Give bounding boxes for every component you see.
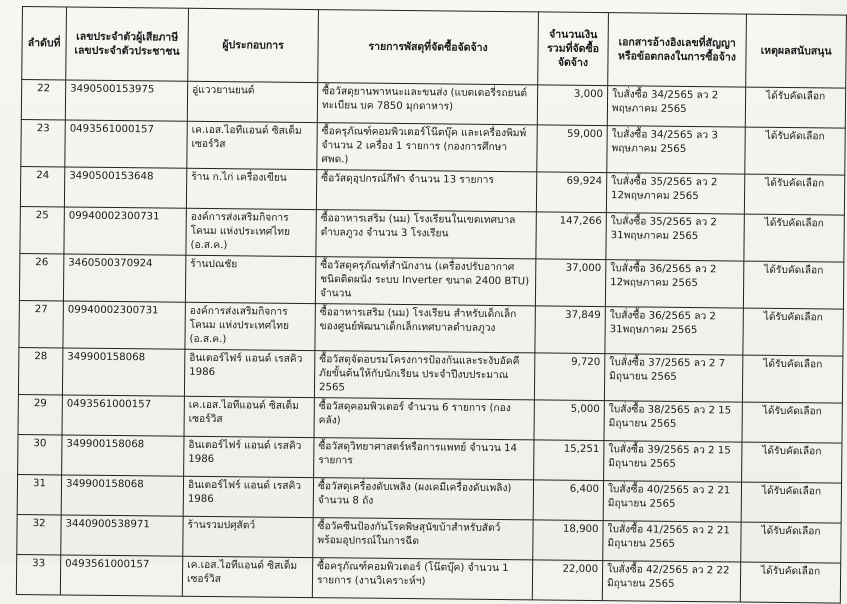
cell-taxid: 09940002300731 [64, 207, 186, 255]
cell-amount: 37,849 [535, 306, 605, 354]
cell-ref: ใบสั่งซื้อ 38/2565 ลว 2 15 มิถุนายน 2565 [604, 401, 742, 442]
cell-seq: 27 [19, 300, 63, 347]
cell-ref: ใบสั่งซื้อ 42/2565 ลว 2 22 มิถุนายน 2565 [602, 561, 740, 602]
cell-amount: 18,900 [533, 520, 603, 561]
cell-taxid: 09940002300731 [63, 301, 185, 349]
cell-taxid: 0493561000157 [62, 395, 184, 436]
cell-seq: 23 [21, 119, 65, 166]
cell-reason: ได้รับคัดเลือก [742, 402, 842, 443]
cell-amount: 15,251 [534, 440, 604, 481]
cell-ref: ใบสั่งซื้อ 35/2565 ลว 2 12พฤษภาคม 2565 [606, 173, 744, 214]
cell-item: ซื้ออาหารเสริม (นม) โรงเรียนในเขตเทศบาล ตำบลภูวง จำนวน 3 โรงเรียน [316, 210, 536, 259]
cell-taxid: 3490500153975 [65, 80, 187, 121]
cell-reason: ได้รับคัดเลือก [745, 127, 845, 175]
cell-seq: 22 [21, 80, 65, 120]
cell-vendor: อินเตอร์ไฟร์ แอนด์ เรสคิว 1986 [183, 476, 313, 517]
table-row [19, 300, 843, 356]
cell-vendor: ร้าน ก.ไก่ เครื่องเขียน [186, 168, 316, 209]
cell-taxid: 3490500153648 [64, 167, 186, 208]
cell-item: ซื้อครุภัณฑ์คอมพิวเตอร์โน๊ตบุ๊ค และเครื่องพิมพ์ จำนวน 2 เครื่อง 1 รายการ (กองการศึกษา ศพด.) [317, 123, 537, 172]
procurement-table [16, 6, 847, 604]
cell-taxid: 349900158068 [62, 435, 184, 476]
header-reason: เหตุผลสนับสนุน [746, 14, 847, 88]
cell-reason: ได้รับคัดเลือก [743, 261, 843, 309]
cell-item: ซื้อวัสดุอุปกรณ์กีฬา จำนวน 13 รายการ [316, 170, 536, 212]
cell-reason: ได้รับคัดเลือก [741, 482, 841, 523]
header-row [22, 7, 847, 89]
cell-seq: 32 [17, 514, 61, 554]
cell-ref: ใบสั่งซื้อ 34/2565 ลว 3 พฤษภาคม 2565 [607, 126, 745, 174]
cell-item: ซื้อวัสดุคอมพิวเตอร์ จำนวน 6 รายการ (กองคลัง) [314, 398, 534, 440]
cell-reason: ได้รับคัดเลือก [741, 522, 841, 563]
cell-seq: 24 [20, 166, 64, 206]
cell-amount: 9,720 [534, 353, 604, 401]
cell-vendor: องค์การส่งเสริมกิจการโคนม แห่งประเทศไทย (อ.ส.ค.) [185, 302, 315, 350]
cell-vendor: เค.เอส.ไอทีแอนด์ ซิสเต็ม เซอร์วิส [182, 556, 312, 597]
cell-taxid: 3440900538971 [61, 515, 183, 556]
cell-vendor: องค์การส่งเสริมกิจการโคนม แห่งประเทศไทย (อ.ส.ค.) [186, 208, 316, 256]
cell-amount: 37,000 [535, 259, 605, 307]
cell-reason: ได้รับคัดเลือก [744, 214, 844, 262]
cell-item: ซื้อวัสดุวิทยาศาสตร์หรือการแพทย์ จำนวน 14 รายการ [314, 438, 534, 480]
cell-vendor: เค.เอส.ไอทีแอนด์ ซิสเต็ม เซอร์วิส [187, 121, 317, 169]
cell-amount: 5,000 [534, 400, 604, 441]
cell-seq: 28 [18, 347, 62, 394]
cell-item: ซื้อวัสดุครุภัณฑ์สำนักงาน (เครื่องปรับอากาศชนิดติดผนัง ระบบ Inverter ขนาด 2400 BTU) จำนวน [315, 257, 535, 306]
cell-vendor: อินเตอร์ไฟร์ แอนด์ เรสคิว 1986 [184, 436, 314, 477]
cell-item: ซื้อวัสดุยานพาหนะและขนส่ง (แบตเตอรี่รถยนต์ ทะเบียน บค 7850 มุกดาหาร) [317, 83, 537, 125]
cell-ref: ใบสั่งซื้อ 35/2565 ลว 2 31พฤษภาคม 2565 [606, 213, 744, 261]
cell-amount: 59,000 [537, 125, 607, 173]
cell-ref: ใบสั่งซื้อ 39/2565 ลว 2 15 มิถุนายน 2565 [604, 441, 742, 482]
table-body [16, 80, 845, 604]
cell-ref: ใบสั่งซื้อ 34/2565 ลว 2 พฤษภาคม 2565 [607, 86, 745, 127]
cell-ref: ใบสั่งซื้อ 40/2565 ลว 2 21 มิถุนายน 2565 [603, 481, 741, 522]
header-taxid: เลขประจำตัวผู้เสียภาษี เลขประจำตัวประชาชน [66, 7, 189, 81]
cell-reason: ได้รับคัดเลือก [744, 174, 844, 215]
cell-ref: ใบสั่งซื้อ 37/2565 ลว 2 7 มิถุนายน 2565 [604, 354, 742, 402]
cell-vendor: ร้านรวมปศุสัตว์ [183, 516, 313, 557]
cell-item: ซื้อครุภัณฑ์คอมพิวเตอร์ (โน๊ตบุ๊ค) จำนวน 1 รายการ (งานวิเคราะห์ฯ) [312, 558, 532, 600]
cell-amount: 3,000 [537, 85, 607, 126]
cell-seq: 31 [17, 474, 61, 514]
table-row [19, 253, 843, 309]
cell-taxid: 349900158068 [61, 475, 183, 516]
cell-seq: 30 [18, 434, 62, 474]
cell-taxid: 0493561000157 [65, 120, 187, 168]
cell-vendor: เค.เอส.ไอทีแอนด์ ซิสเต็ม เซอร์วิส [184, 396, 314, 437]
cell-seq: 33 [16, 554, 60, 594]
cell-reason: ได้รับคัดเลือก [743, 308, 843, 356]
cell-amount: 69,924 [536, 172, 606, 213]
cell-taxid: 349900158068 [62, 348, 184, 396]
cell-reason: ได้รับคัดเลือก [742, 442, 842, 483]
cell-amount: 147,266 [536, 212, 606, 260]
cell-reason: ได้รับคัดเลือก [745, 87, 845, 128]
cell-ref: ใบสั่งซื้อ 36/2565 ลว 2 12พฤษภาคม 2565 [605, 260, 743, 308]
header-seq: ลำดับที่ [22, 7, 67, 80]
header-item: รายการพัสดุที่จัดซื้อจัดจ้าง [318, 10, 539, 85]
cell-vendor: อินเตอร์ไฟร์ แอนด์ เรสคิว 1986 [184, 349, 314, 397]
cell-item: ซื้ออาหารเสริม (นม) โรงเรียน สำหรับเด็กเล็กของศูนย์พัฒนาเด็กเล็กเทศบาลตำบลภูวง [315, 304, 535, 353]
cell-reason: ได้รับคัดเลือก [740, 562, 840, 603]
cell-taxid: 0493561000157 [60, 555, 182, 596]
cell-ref: ใบสั่งซื้อ 36/2565 ลว 2 31พฤษภาคม 2565 [605, 307, 743, 355]
cell-seq: 26 [19, 253, 63, 300]
cell-taxid: 3460500370924 [63, 254, 185, 302]
cell-reason: ได้รับคัดเลือก [742, 355, 842, 403]
cell-ref: ใบสั่งซื้อ 41/2565 ลว 2 21 มิถุนายน 2565 [603, 521, 741, 562]
cell-item: ซื้อวัสดุเครื่องดับเพลิง (ผงเคมีเครื่องดับเพลิง) จำนวน 8 ถัง [313, 478, 533, 520]
table-row [16, 554, 840, 603]
table-row [20, 206, 844, 262]
cell-vendor: ร้านปณชัย [185, 255, 315, 303]
table-row [21, 119, 845, 175]
cell-seq: 25 [20, 206, 64, 253]
header-amount: จำนวนเงิน รวมที่จัดซื้อจัดจ้าง [538, 12, 609, 86]
cell-vendor: อู่แววยานยนต์ [187, 81, 317, 122]
cell-amount: 6,400 [533, 480, 603, 521]
cell-amount: 22,000 [532, 560, 602, 601]
cell-item: ซื้อวัคซีนป้องกันโรคพิษสุนัขบ้าสำหรับสัตว์ พร้อมอุปกรณ์ในการฉีด [313, 518, 533, 560]
cell-seq: 29 [18, 394, 62, 434]
cell-item: ซื้อวัสดุจัดอบรมโครงการป้องกันและระงับอัคคีภัยขั้นต้นให้กับนักเรียน ประจำปีงบประมาณ 2565 [314, 351, 534, 400]
header-vendor: ผู้ประกอบการ [188, 8, 319, 82]
header-ref: เอกสารอ้างอิงเลขที่สัญญา หรือข้อตกลงในการซื้อจ้าง [608, 13, 747, 87]
table-row [18, 347, 842, 403]
